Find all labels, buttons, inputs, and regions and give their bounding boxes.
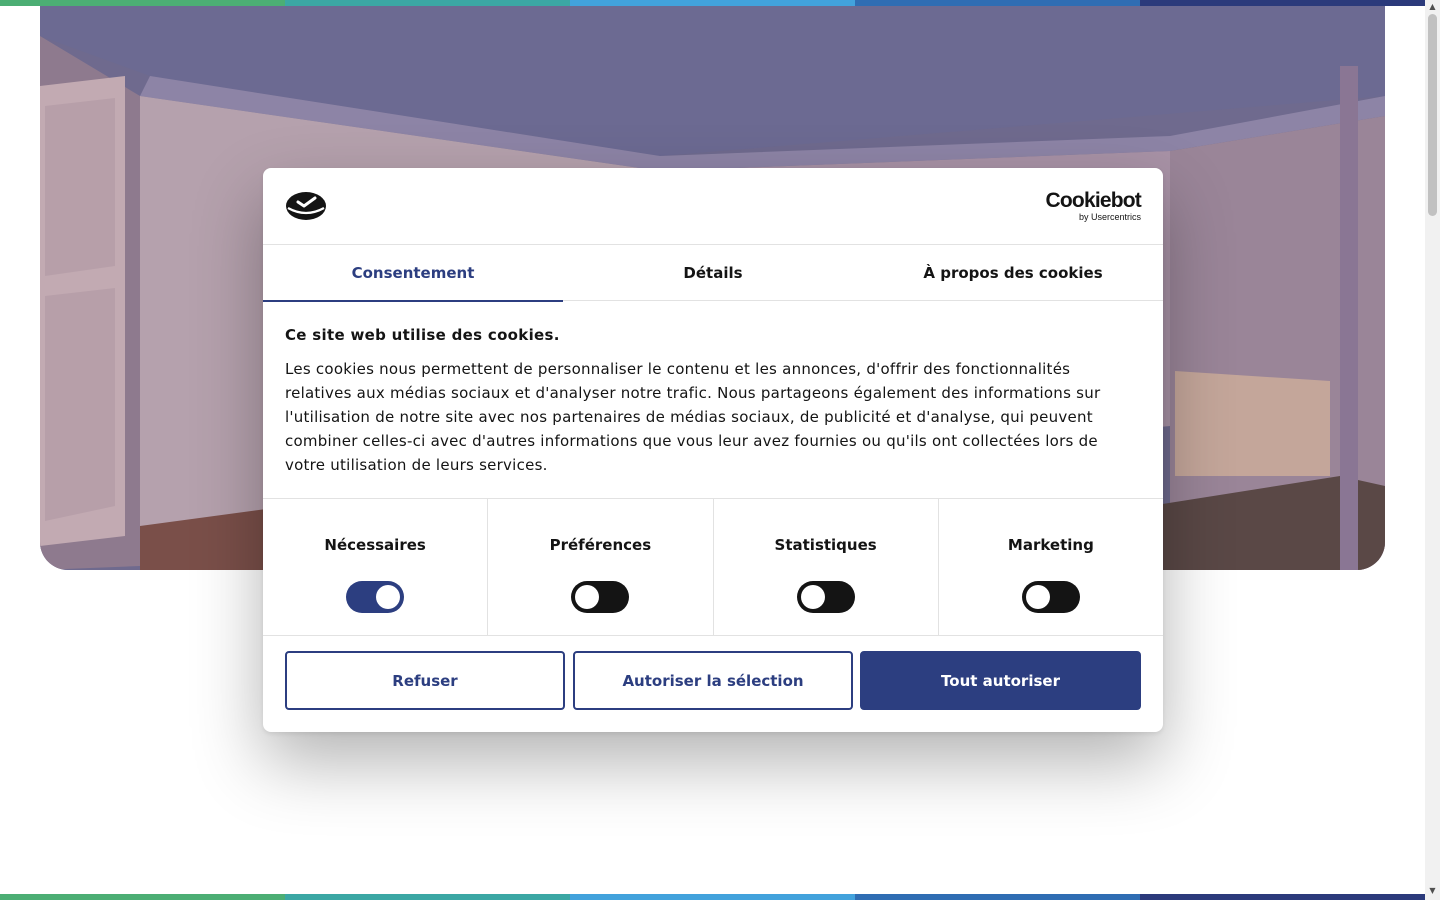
tab-about-cookies[interactable]: À propos des cookies [923,264,1103,282]
consent-buttons [285,651,1141,710]
tab-consent[interactable]: Consentement [263,245,563,301]
dialog-header [263,168,1163,245]
category-statistics-label: Statistiques [774,536,877,554]
dialog-tabs [263,245,1163,301]
statistics-toggle[interactable] [797,581,855,613]
tab-details[interactable]: Détails [683,264,743,282]
refuse-button[interactable]: Refuser [285,651,565,710]
brand-tagline: by Usercentrics [1078,212,1141,222]
category-marketing [939,499,1163,635]
cookiebot-check-icon [285,189,327,223]
cookiebot-brand-logo[interactable] [1037,190,1141,222]
bottom-color-stripe [0,894,1425,900]
consent-heading: Ce site web utilise des cookies. [285,326,560,344]
category-necessary [263,499,488,635]
toggle-knob [801,585,825,609]
scroll-up-arrow-icon[interactable]: ▲ [1429,2,1436,11]
category-statistics [714,499,939,635]
consent-description: Les cookies nous permettent de personnaliser le contenu et les annonces, d'offrir des fonctionnalités relatives aux médias sociaux et d'analyser notre trafic. Nous partageons également des informations sur l'utilisation de notre site avec nos partenaires de médias sociaux, de publicité et d'analyse, qui peuvent combiner celles-ci avec d'autres informations que vous leur avez fournies ou qu'ils ont collectées lors de votre utilisation de leurs services. [285,360,1101,474]
scroll-down-arrow-icon[interactable]: ▼ [1429,886,1436,895]
category-preferences-label: Préférences [549,536,652,554]
preferences-toggle[interactable] [571,581,629,613]
toggle-knob [376,585,400,609]
toggle-knob [1026,585,1050,609]
category-preferences [488,499,713,635]
scrollbar-thumb[interactable] [1428,14,1437,216]
category-toggles [263,498,1163,636]
marketing-toggle[interactable] [1022,581,1080,613]
allow-selection-button[interactable]: Autoriser la sélection [573,651,853,710]
brand-name: Cookiebot [1045,189,1141,212]
page-scrollbar[interactable] [1425,0,1440,900]
consent-body [285,326,1141,477]
cookie-consent-dialog [263,168,1163,732]
necessary-toggle[interactable] [346,581,404,613]
toggle-knob [575,585,599,609]
category-necessary-label: Nécessaires [324,536,426,554]
allow-all-button[interactable]: Tout autoriser [860,651,1141,710]
category-marketing-label: Marketing [1007,536,1094,554]
